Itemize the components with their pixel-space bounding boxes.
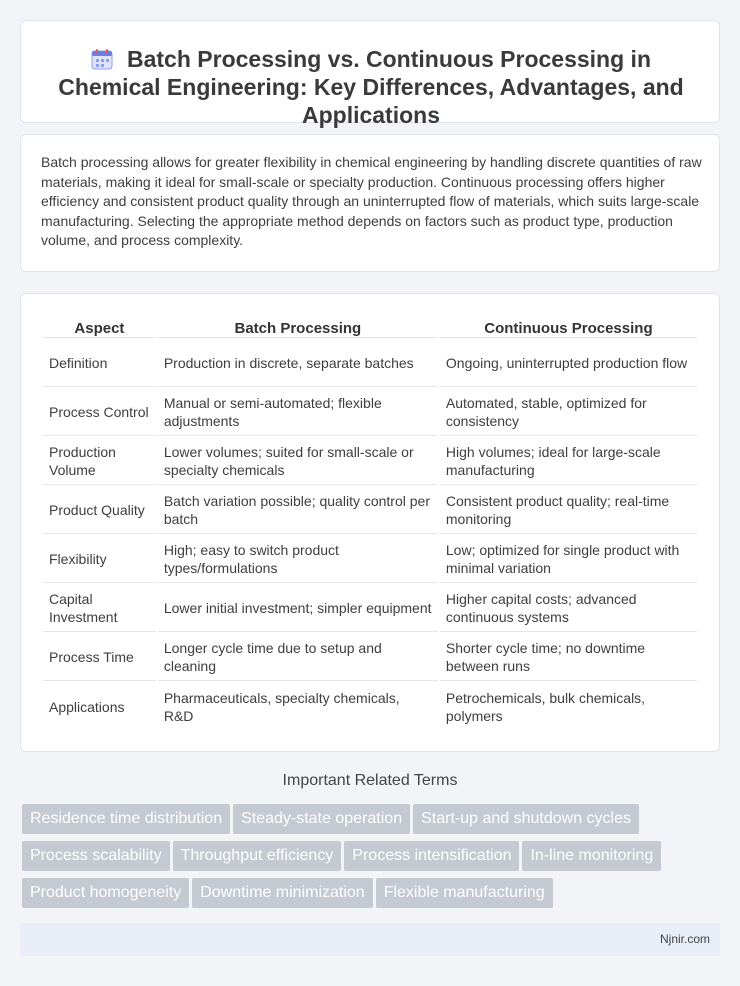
tag-row [22, 878, 722, 915]
title-card [20, 20, 720, 128]
table-row [43, 389, 697, 436]
tag-downtime-minimization[interactable]: Downtime minimization [192, 878, 373, 908]
footer-site-link[interactable]: Njnir.com [659, 932, 710, 946]
row-continuous: Higher capital costs; advanced continuous systems [440, 585, 697, 632]
tag-process-scalability[interactable]: Process scalability [22, 841, 170, 871]
row-aspect: Product Quality [43, 487, 156, 534]
row-continuous: High volumes; ideal for large-scale manufacturing [440, 438, 697, 485]
row-batch: Production in discrete, separate batches [158, 340, 438, 387]
tag-row [22, 841, 722, 878]
table-header-row [43, 316, 697, 338]
tag-steady-state-operation[interactable]: Steady-state operation [233, 804, 410, 834]
table-row [43, 683, 697, 730]
row-continuous: Automated, stable, optimized for consistency [440, 389, 697, 436]
row-continuous: Petrochemicals, bulk chemicals, polymers [445, 689, 646, 724]
row-aspect: Process Time [43, 634, 156, 681]
tag-in-line-monitoring[interactable]: In-line monitoring [522, 841, 661, 871]
page-title-text: Batch Processing vs. Continuous Processing in Chemical Engineering: Key Differences, Advantages, and Applications [58, 46, 684, 128]
page-title [21, 45, 721, 129]
row-batch: Pharmaceuticals, specialty chemicals, R&D [163, 689, 400, 724]
tag-residence-time-distribution[interactable]: Residence time distribution [22, 804, 230, 834]
row-batch: Lower initial investment; simpler equipment [158, 585, 438, 632]
row-aspect: Applications [49, 698, 125, 715]
row-batch: Manual or semi-automated; flexible adjustments [158, 389, 438, 436]
summary-text: Batch processing allows for greater flexibility in chemical engineering by handling discrete quantities of raw materials, making it ideal for small-scale or specialty production. Continuous processing offers higher efficiency and consistent product quality through an uninterrupted flow of materials, which suits large-scale manufacturing. Selecting the appropriate method depends on factors such as product type, production volume, and process complexity. [41, 154, 702, 248]
row-aspect: Definition [43, 340, 156, 387]
table-row [43, 438, 697, 485]
row-aspect: Capital Investment [43, 585, 156, 632]
header-batch: Batch Processing [158, 316, 438, 338]
table-row [43, 585, 697, 632]
row-continuous: Shorter cycle time; no downtime between runs [440, 634, 697, 681]
row-batch: Batch variation possible; quality control per batch [158, 487, 438, 534]
calendar-icon [91, 48, 113, 70]
table-row [43, 487, 697, 534]
table-row [43, 536, 697, 583]
row-aspect: Process Control [43, 389, 156, 436]
related-terms-heading: Important Related Terms [282, 772, 458, 789]
header-continuous: Continuous Processing [440, 316, 697, 338]
tag-flexible-manufacturing[interactable]: Flexible manufacturing [376, 878, 553, 908]
footer [20, 923, 720, 956]
table-row [43, 340, 697, 387]
row-continuous: Consistent product quality; real-time monitoring [440, 487, 697, 534]
row-batch: Lower volumes; suited for small-scale or specialty chemicals [158, 438, 438, 485]
row-continuous: Low; optimized for single product with minimal variation [440, 536, 697, 583]
summary-card [20, 134, 720, 272]
row-batch: Longer cycle time due to setup and cleaning [158, 634, 438, 681]
related-terms-list [22, 804, 722, 915]
comparison-table [41, 314, 699, 732]
tag-row [22, 804, 722, 841]
comparison-table-card [20, 293, 720, 752]
row-aspect: Flexibility [43, 536, 156, 583]
tag-process-intensification[interactable]: Process intensification [344, 841, 519, 871]
row-aspect: Production Volume [43, 438, 156, 485]
row-batch: High; easy to switch product types/formulations [158, 536, 438, 583]
table-row [43, 634, 697, 681]
tag-start-up-shutdown-cycles[interactable]: Start-up and shutdown cycles [413, 804, 639, 834]
tag-throughput-efficiency[interactable]: Throughput efficiency [173, 841, 342, 871]
tag-product-homogeneity[interactable]: Product homogeneity [22, 878, 189, 908]
row-continuous: Ongoing, uninterrupted production flow [440, 340, 697, 387]
header-aspect: Aspect [43, 316, 156, 338]
